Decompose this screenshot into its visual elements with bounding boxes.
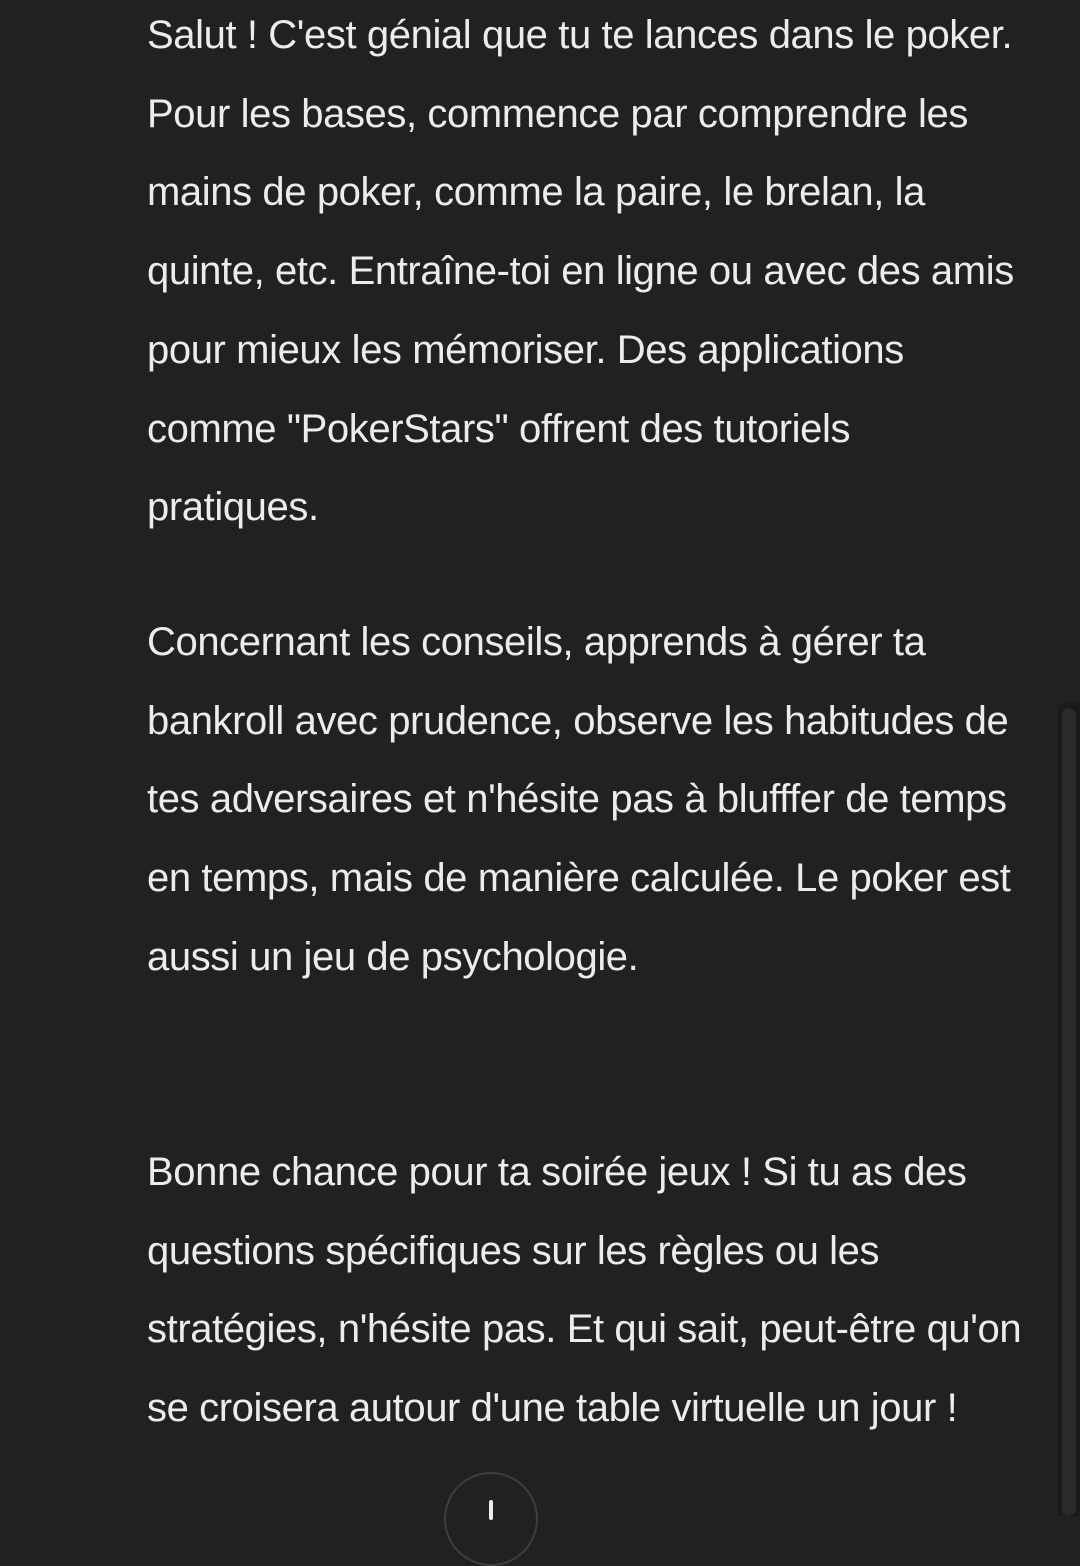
message-paragraph-2: Concernant les conseils, apprends à gérer ta bankroll avec prudence, observe les habitudes de tes adversaires et n'hésite pas à blufffer de temps en temps, mais de manière calculée. Le poker est aussi un jeu de psychologie. (147, 620, 1011, 979)
message-paragraph-3: Bonne chance pour ta soirée jeux ! Si tu as des questions spécifiques sur les règles ou les stratégies, n'hésite pas. Et qui sait, peut-être qu'on se croisera autour d'une table virtuelle un jour ! (147, 1150, 1022, 1431)
scroll-down-button[interactable] (444, 1472, 538, 1566)
message-paragraph-1: Salut ! C'est génial que tu te lances dans le poker. Pour les bases, commence par comprendre les mains de poker, comme la paire, le brelan, la quinte, etc. Entraîne-toi en ligne ou avec des amis pour mieux les mémoriser. Des applications comme "PokerStars" offrent des tutoriels pratiques. (147, 13, 1014, 530)
arrow-down-icon (489, 1500, 493, 1520)
scrollbar-thumb[interactable] (1062, 708, 1076, 1516)
